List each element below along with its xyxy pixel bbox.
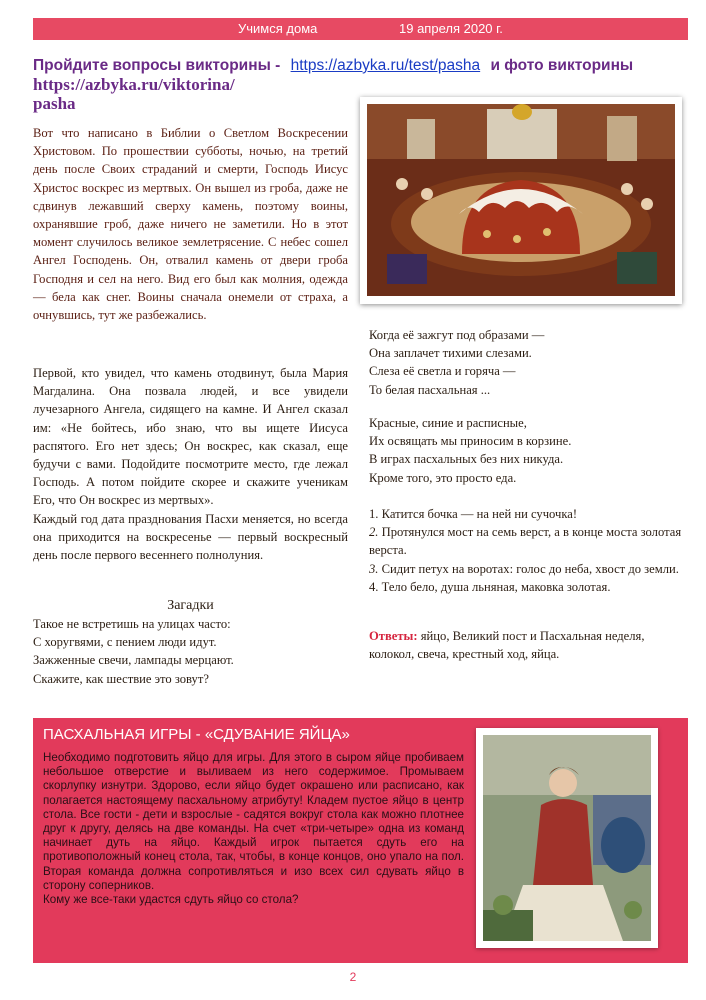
riddle-line: С хоругвями, с пением люди идут. (33, 635, 217, 650)
easter-story-continued (33, 364, 348, 564)
game-panel (33, 718, 688, 963)
game-description (43, 751, 464, 907)
answers-label: Ответы: (369, 629, 418, 643)
game-illustration (483, 735, 651, 941)
answers-text: яйцо, Великий пост и Пасхальная неделя, колокол, свеча, крестный ход, яйца. (369, 629, 645, 662)
riddle-eggs (369, 414, 689, 487)
riddle-line: Такое не встретишь на улицах часто: (33, 617, 231, 631)
game-rules: Необходимо подготовить яйцо для игры. Для этого в сыром яйце пробиваем небольшое отверстие и выливаем из него содержимое. Промываем скорлупку изнутри. Здорово, если яйцо будет окрашено или расписано, как полагается настоящему пасхальному атрибуту! Кладем пустое яйцо в центр стола. Все гости - дети и взрослые - садятся вокруг стола как можно плотнее друг к другу, делясь на две команды. На счет «три-четыре» одна из команд начинает дуть на яйцо. Каждый игрок пытается сдуть его на противоположный конец стола, так, чтобы, в конце концов, оно упало на пол. Вторая команда должна сопротивляться и изо всех сил сдувать яйцо в сторону соперников. (43, 751, 464, 892)
list-item: 3. Сидит петух на воротах: голос до неба, хвост до земли. (369, 561, 679, 576)
riddle-line: Она заплачет тихими слезами. (369, 346, 532, 361)
game-title: ПАСХАЛЬНАЯ ИГРЫ - «СДУВАНИЕ ЯЙЦА» (43, 726, 350, 743)
list-item: 4. Тело бело, душа льняная, маковка золотая. (369, 579, 611, 594)
riddle-line: Скажите, как шествие это зовут? (33, 671, 209, 686)
easter-painting (367, 104, 675, 296)
easter-story (33, 124, 348, 324)
page-number: 2 (349, 970, 357, 984)
game-illustration-frame (476, 728, 658, 948)
riddle-line: Когда её зажгут под образами — (369, 328, 545, 342)
riddle-line: В играх пасхальных без них никуда. (369, 452, 564, 467)
riddle-line: Зажженные свечи, лампады мерцают. (33, 653, 234, 668)
riddle-candle (369, 326, 689, 399)
quiz-title-middle: и фото викторины (490, 57, 634, 74)
riddle-line: То белая пасхальная ... (369, 382, 491, 397)
answers (369, 627, 689, 663)
story-paragraph: Первой, кто увидел, что камень отодвинут, была Мария Магдалина. Она позвала людей, и все увидели лучезарного Ангела, сидящего на камне. И Ангел сказал им: «Не бойтесь, ибо знаю, что вы ищете Иисуса распятого. Его нет здесь; Он воскрес, как сказал, еще будучи с вами. Подойдите посмотрите место, где лежал Господь. А потом пойдите скорее и скажите ученикам Его, что Он воскрес из мертвых». (33, 366, 348, 508)
riddle-procession (33, 615, 348, 688)
numbered-riddles (369, 505, 689, 596)
story-paragraph: Вот что написано в Библии о Светлом Воскресении Христовом. По прошествии субботы, ночью, на третий день после Своих страданий и смерти, Господь Иисус Христос воскрес из мертвых. Он вышел из гроба, даже не сдвинув лежавший сверху камень, поэтому воины, охранявшие гроб, даже ничего не заметили. Но в этот момент случилось великое землетрясение. С небес сошел Ангел Господень. Он, отвалил камень от двери гроба Господня и сел на него. Вид его был как молния, одежда — бела как снег. Воины сначала онемели от страха, а очнувшись, тут же разбежались. (33, 126, 348, 323)
easter-painting-frame (360, 97, 682, 304)
riddle-line: Слеза её светла и горяча — (369, 364, 516, 379)
header-date: 19 апреля 2020 г. (399, 21, 503, 36)
page-header (33, 18, 688, 40)
list-item: 1. Катится бочка — на ней ни сучочка! (369, 507, 578, 521)
header-section-label: Учимся дома (238, 21, 318, 36)
riddle-line: Кроме того, это просто еда. (369, 470, 517, 485)
photo-quiz-link[interactable]: https://azbyka.ru/viktorina/ pasha (33, 75, 235, 113)
riddle-line: Красные, синие и расписные, (369, 416, 527, 430)
list-item: 2. Протянулся мост на семь верст, а в конце моста золотая верста. (369, 525, 682, 558)
quiz-link[interactable]: https://azbyka.ru/test/pasha (290, 57, 481, 74)
riddle-line: Их освящать мы приносим в корзине. (369, 434, 572, 449)
game-question: Кому же все-таки удастся сдуть яйцо со стола? (43, 893, 299, 907)
story-paragraph: Каждый год дата празднования Пасхи меняется, но всегда она приходится на воскресенье — первый воскресный день после первого весеннего полнолуния. (33, 511, 348, 563)
quiz-title-prefix: Пройдите вопросы викторины - (33, 57, 281, 74)
riddles-heading: Загадки (167, 598, 214, 613)
